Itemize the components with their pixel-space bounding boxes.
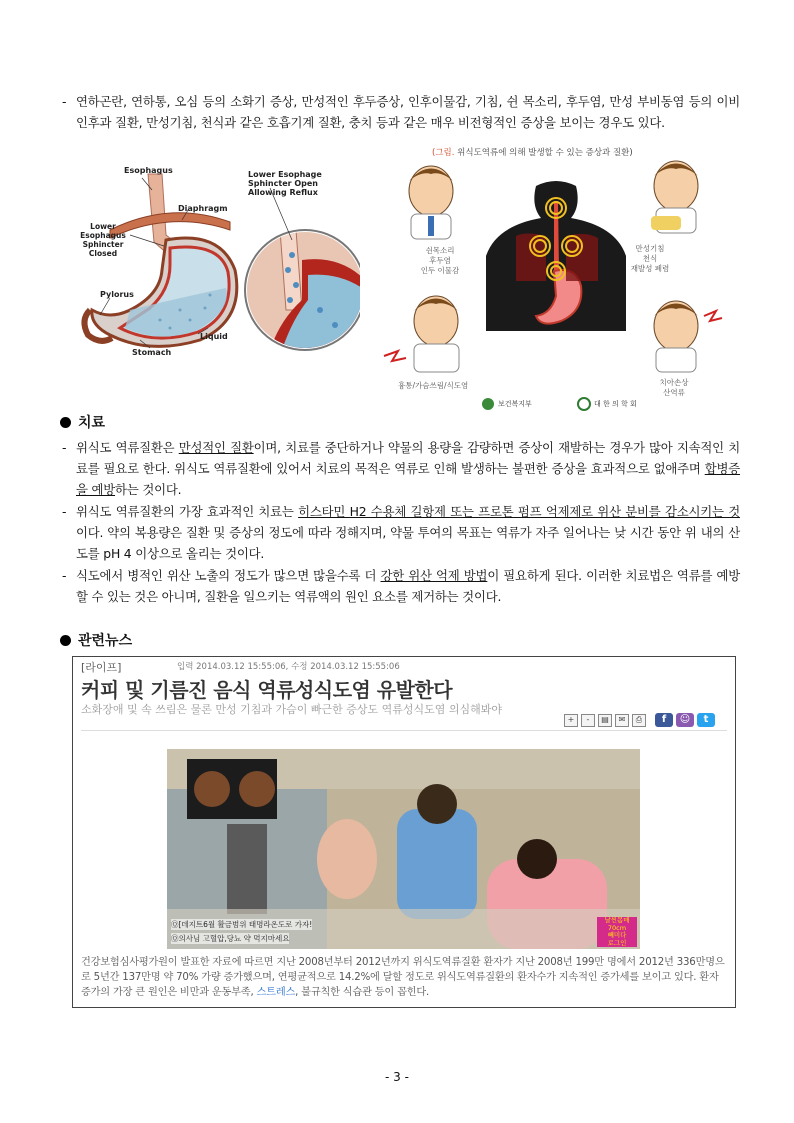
stress-link[interactable]: 스트레스 <box>256 987 296 998</box>
section-bullet-icon <box>60 417 71 428</box>
bullet-dash: - <box>62 440 67 455</box>
cartoon-man-ul <box>409 166 453 239</box>
news-body <box>81 955 725 1000</box>
bullet-dash: - <box>62 568 67 583</box>
ad-badge-line: 로그인 <box>607 938 627 947</box>
label-ur-3: 재발성 폐렴 <box>630 264 670 273</box>
news-title: 관련뉴스 <box>78 633 133 649</box>
underlined-text: 히스타민 H2 수용체 길항제 또는 프로톤 펌프 억제제로 위산 분비를 감소시키는 것 <box>298 504 740 519</box>
text: 위식도 역류질환의 가장 효과적인 치료는 <box>76 504 299 519</box>
symptom-bullet <box>62 91 740 133</box>
photo-caption-2[interactable]: Ⓠ의사님 고혈압,당뇨 약 먹지마세요 <box>171 934 290 943</box>
reflux-anatomy-figure <box>70 160 360 375</box>
treatment-text-3 <box>76 565 740 607</box>
treatment-bullet-3 <box>62 565 740 607</box>
underlined-text: 합병증을 예방 <box>76 461 740 497</box>
caption-rest: 위식도역류에 의해 발생할 수 있는 증상과 질환) <box>454 148 633 158</box>
label-ul-2: 후두염 <box>429 256 451 265</box>
text: 위식도 역류질환은 <box>76 440 179 455</box>
treatment-text-2 <box>76 501 740 564</box>
text: 하는 것이다. <box>115 482 182 497</box>
news-heading <box>60 630 132 650</box>
symptom-text: 연하곤란, 연하통, 오심 등의 소화기 증상, 만성적인 후두증상, 인후이물감, 기침, 쉰 목소리, 후두염, 만성 부비동염 등의 이비인후과 질환, 만성기침, 천식과 같은 호흡기계 질환, 충치 등과 같은 매우 비전형적인 증상을 보이는 경우도 있다. <box>76 94 740 130</box>
logo-academy: 대 한 의 학 회 <box>594 400 637 408</box>
ad-badge-line: 날씬몸매 <box>604 916 630 924</box>
label-les-open <box>248 170 322 197</box>
treatment-bullet-2 <box>62 501 740 564</box>
bullet-dash: - <box>62 504 67 519</box>
label-esophagus: Esophagus <box>124 166 173 175</box>
news-photo <box>167 749 640 949</box>
print-icon[interactable]: ⎙ <box>632 714 646 727</box>
cartoon-man-br <box>654 301 722 372</box>
label-br <box>652 378 696 398</box>
body-text: 건강보험심사평가원이 발표한 자료에 따르면 지난 2008년부터 2012년까지 위식도역류질환 환자가 지난 2008년 199만 명에서 2012년 336만명으로 5년간 137만명 약 70% 가량 증가했으며, 연평균적으로 14.2%에 달할 정도로 위식도역류질환의 환자수가 지속적인 증가세를 보이고 있다. 환자 증가의 가장 큰 원인은 비만과 운동부족, <box>81 957 725 998</box>
news-clipping <box>72 656 736 1008</box>
label-ur-2: 천식 <box>642 254 658 263</box>
news-timestamp: 입력 2014.03.12 15:55:06, 수정 2014.03.12 15:55:06 <box>177 662 400 672</box>
news-subheadline: 소화장애 및 속 쓰림은 물론 만성 기침과 가슴이 빠근한 증상도 역류성식도염 의심해봐야 <box>81 703 502 716</box>
treatment-text-1 <box>76 437 740 500</box>
list-icon[interactable]: ▤ <box>598 714 612 727</box>
bullet-dash: - <box>62 94 67 109</box>
label-pylorus: Pylorus <box>100 290 134 299</box>
label-br-1: 치아손상 <box>659 378 689 387</box>
reflux-symptoms-figure <box>376 146 736 418</box>
label-br-2: 산역류 <box>663 388 685 397</box>
ad-badge-line: 70cm <box>607 923 627 932</box>
text: 이다. 약의 복용량은 질환 및 증상의 정도에 따라 정해지며, 약물 투여의 목표는 역류가 자주 일어나는 낮 시간 동안 위 내의 산도를 pH 4 이상으로 올리는 것이다. <box>76 525 740 561</box>
underlined-text: 만성적인 질환 <box>178 440 254 455</box>
label-diaphragm: Diaphragm <box>178 204 228 213</box>
font-increase-button[interactable]: + <box>564 714 578 727</box>
cartoon-man-bl <box>384 296 459 372</box>
label-les-open-2: Sphincter Open <box>248 179 318 188</box>
twitter-share-icon[interactable]: t <box>697 713 715 727</box>
treatment-title: 치료 <box>78 415 106 431</box>
label-ul-3: 인두 이물감 <box>420 266 460 275</box>
label-ur <box>628 244 672 274</box>
font-decrease-button[interactable]: - <box>581 714 595 727</box>
ad-badge-line: 빼미다 <box>607 931 627 939</box>
text: 이며, 치료를 중단하거나 약물의 용량을 감량하면 증상이 재발하는 경우가 많아 지속적인 치료를 필요로 한다. 위식도 역류질환에 있어서 치료의 목적은 역류로 인해 발생하는 불편한 증상을 효과적으로 없애주며 <box>76 440 740 476</box>
caption-prefix: (그림. <box>432 148 455 158</box>
logo-mohw: 보건복지부 <box>498 400 532 408</box>
label-les-open-1: Lower Esophage <box>248 170 322 179</box>
label-bl: 흉통/가슴쓰림/식도염 <box>398 381 469 390</box>
label-ul <box>420 246 460 276</box>
news-toolbar <box>564 713 715 727</box>
photo-caption-1[interactable]: Ⓠ[데지트6월 활금범위 태명라온도로 가자! <box>171 920 313 929</box>
section-bullet-icon <box>60 635 71 646</box>
email-icon[interactable]: ✉ <box>615 714 629 727</box>
text: 이 필요하게 된다. 이러한 치료법은 역류를 예방할 수 있는 것은 아니며, 질환을 일으키는 역류액의 원인 요소를 제거하는 것이다. <box>76 568 741 604</box>
text: 식도에서 병적인 위산 노출의 정도가 많으면 많을수록 더 <box>76 568 381 583</box>
news-category: [라이프] <box>81 661 122 674</box>
label-ul-1: 쉰목소리 <box>425 246 455 255</box>
ad-badge[interactable] <box>597 917 637 947</box>
cartoon-man-ur <box>651 161 698 233</box>
label-les-open-3: Allowing Reflux <box>248 188 318 197</box>
label-les-closed: Lower Esophagus Sphincter Closed <box>80 222 126 258</box>
label-stomach: Stomach <box>132 348 172 357</box>
treatment-bullet-1 <box>62 437 740 500</box>
divider <box>81 730 727 731</box>
kakaostory-share-icon[interactable]: ☺ <box>676 713 694 727</box>
news-headline: 커피 및 기름진 음식 역류성식도염 유발한다 <box>81 678 453 702</box>
treatment-heading <box>60 412 105 432</box>
body-text: , 불규칙한 식습관 등이 꼽힌다. <box>295 987 430 998</box>
facebook-share-icon[interactable]: f <box>655 713 673 727</box>
label-ur-1: 만성기침 <box>635 244 665 253</box>
label-liquid: Liquid <box>200 332 228 341</box>
page-number: - 3 - <box>385 1070 409 1084</box>
underlined-text: 강한 위산 억제 방법 <box>380 568 488 583</box>
